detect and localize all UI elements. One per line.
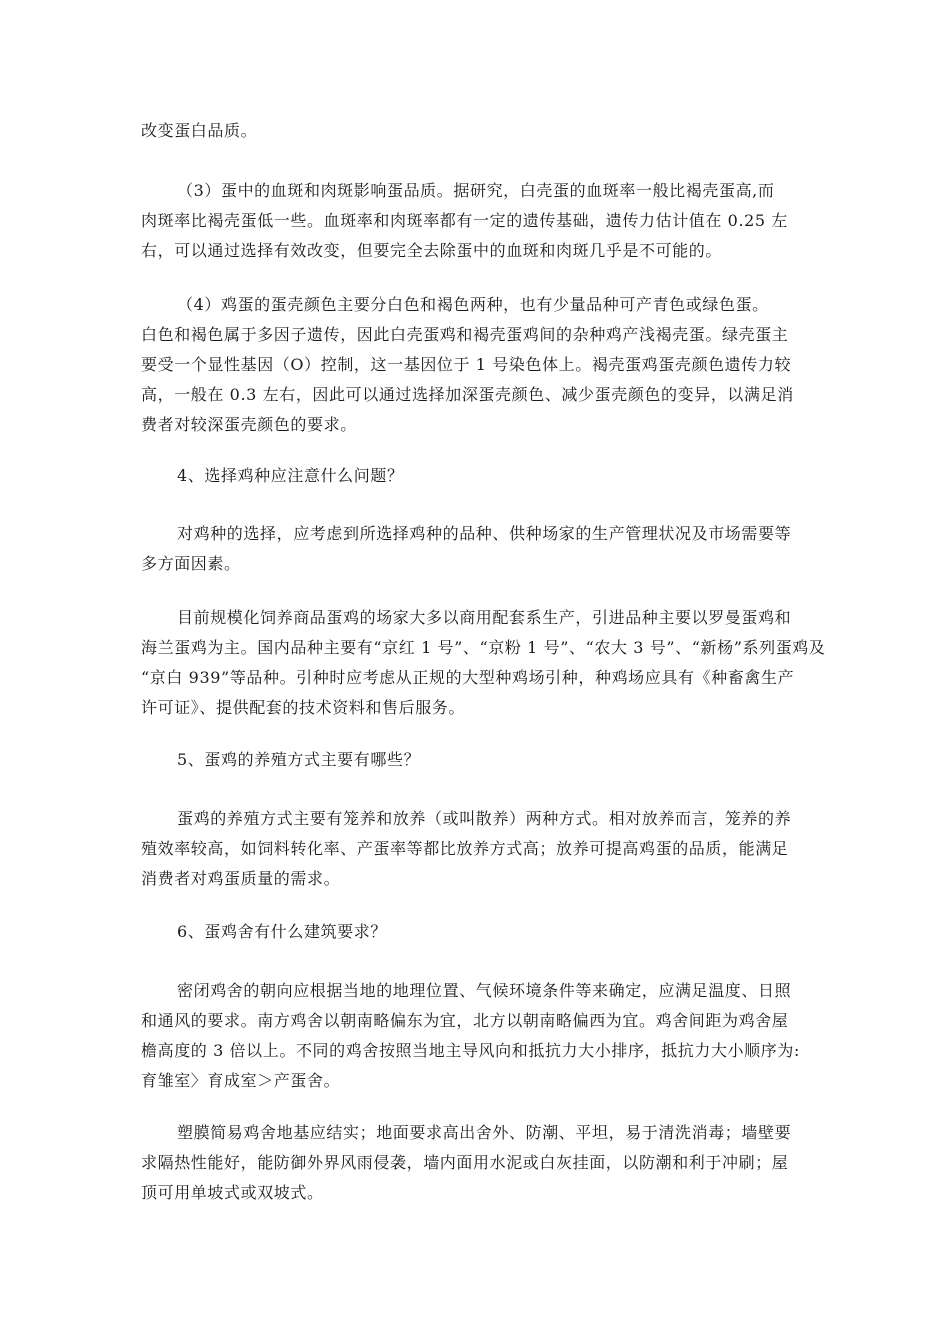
text-line: 许可证》、提供配套的技术资料和售后服务。: [141, 698, 466, 717]
text-line: 改变蛋白品质。: [141, 121, 258, 140]
text-line: 塑膜简易鸡舍地基应结实；地面要求高出舍外、防潮、平坦，易于清洗消毒；墙壁要: [177, 1123, 792, 1142]
paragraph-breeds: [141, 603, 826, 723]
text-line: 求隔热性能好，能防御外界风雨侵袭，墙内面用水泥或白灰挂面，以防潮和利于冲刷；屋: [141, 1153, 789, 1172]
text-line: 顶可用单坡式或双坡式。: [141, 1183, 324, 1202]
text-line: 蛋鸡的养殖方式主要有笼养和放养（或叫散养）两种方式。相对放养而言，笼养的养: [177, 809, 792, 828]
text-line: 檐高度的 3 倍以上。不同的鸡舍按照当地主导风向和抵抗力大小排序，抵抗力大小顺序为:: [141, 1041, 800, 1060]
text-line: 白色和褐色属于多因子遗传，因此白壳蛋鸡和褐壳蛋鸡间的杂种鸡产浅褐壳蛋。绿壳蛋主: [141, 325, 789, 344]
text-line: 殖效率较高，如饲料转化率、产蛋率等都比放养方式高；放养可提高鸡蛋的品质，能满足: [141, 839, 789, 858]
text-line: 费者对较深蛋壳颜色的要求。: [141, 415, 357, 434]
text-line: 和通风的要求。南方鸡舍以朝南略偏东为宜，北方以朝南略偏西为宜。鸡舍间距为鸡舍屋: [141, 1011, 789, 1030]
paragraph-shell-color: [141, 290, 811, 440]
paragraph-intro: [141, 116, 811, 146]
text-line: 对鸡种的选择，应考虑到所选择鸡种的品种、供种场家的生产管理状况及市场需要等: [177, 524, 792, 543]
paragraph-film-house: [141, 1118, 811, 1208]
text-line: （4）鸡蛋的蛋壳颜色主要分白色和褐色两种，也有少量品种可产青色或绿色蛋。: [177, 295, 769, 314]
text-line: 育雏室〉育成室＞产蛋舍。: [141, 1071, 341, 1090]
section-heading-4: 4、选择鸡种应注意什么问题？: [177, 466, 404, 485]
paragraph-farming-methods: [141, 804, 811, 894]
text-line: 要受一个显性基因（O）控制，这一基因位于 1 号染色体上。褐壳蛋鸡蛋壳颜色遗传力较: [141, 355, 792, 374]
text-line: 目前规模化饲养商品蛋鸡的场家大多以商用配套系生产，引进品种主要以罗曼蛋鸡和: [177, 608, 792, 627]
text-line: 密闭鸡舍的朝向应根据当地的地理位置、气候环境条件等来确定，应满足温度、日照: [177, 981, 792, 1000]
text-line: 右，可以通过选择有效改变，但要完全去除蛋中的血斑和肉斑几乎是不可能的。: [141, 241, 723, 260]
paragraph-breed-choice: [141, 519, 811, 579]
paragraph-blood-spots: [141, 176, 811, 266]
section-heading-6: 6、蛋鸡舍有什么建筑要求？: [177, 922, 387, 941]
paragraph-house-orientation: [141, 976, 811, 1096]
text-line: 海兰蛋鸡为主。国内品种主要有“京红 1 号”、“京粉 1 号”、“农大 3 号”、“新杨”系列蛋鸡及: [141, 638, 826, 657]
text-line: 肉斑率比褐壳蛋低一些。血斑率和肉斑率都有一定的遗传基础，遗传力估计值在 0.25 左: [141, 211, 788, 230]
text-line: “京白 939”等品种。引种时应考虑从正规的大型种鸡场引种，种鸡场应具有《种畜禽生产: [141, 668, 795, 687]
section-heading-5: 5、蛋鸡的养殖方式主要有哪些？: [177, 750, 421, 769]
text-line: 高，一般在 0.3 左右，因此可以通过选择加深蛋壳颜色、减少蛋壳颜色的变异，以满足消: [141, 385, 794, 404]
text-line: （3）蛋中的血斑和肉斑影响蛋品质。据研究，白壳蛋的血斑率一般比褐壳蛋高,而: [177, 181, 775, 200]
text-line: 消费者对鸡蛋质量的需求。: [141, 869, 341, 888]
text-line: 多方面因素。: [141, 554, 241, 573]
